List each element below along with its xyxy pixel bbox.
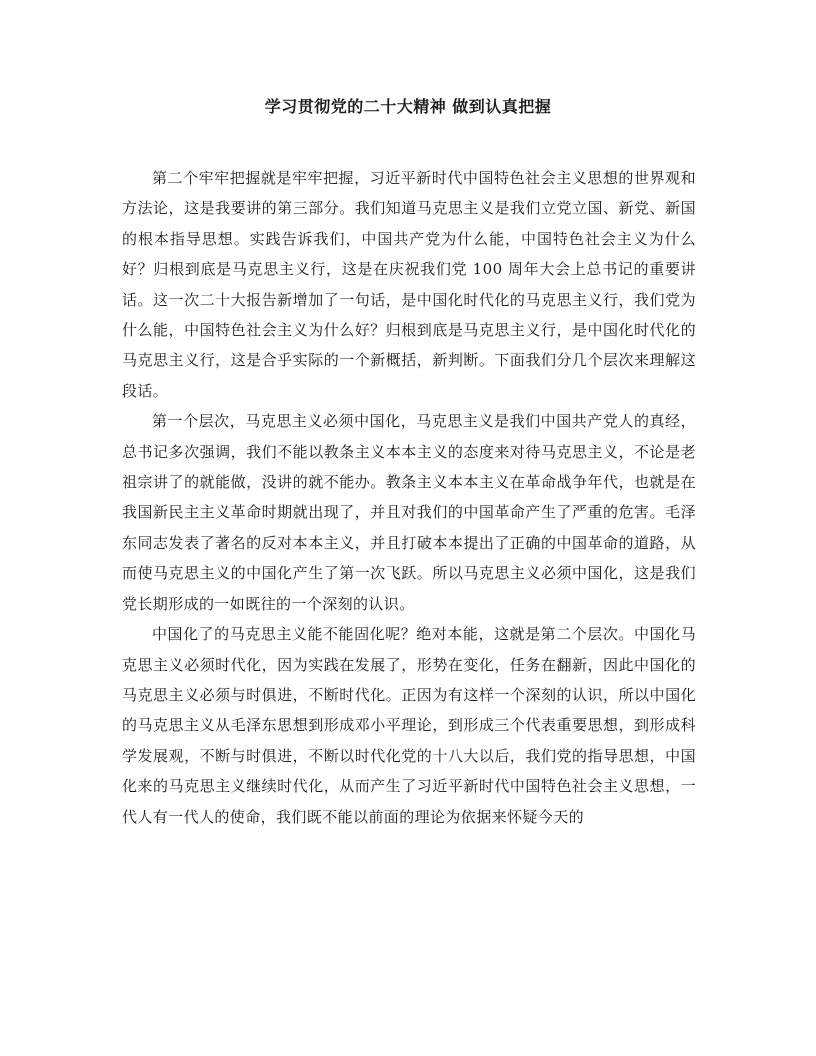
- paragraph-2: 第一个层次，马克思主义必须中国化，马克思主义是我们中国共产党人的真经，总书记多次强调，我们不能以教条主义本本主义的态度来对待马克思主义，不论是老祖宗讲了的就能做，没讲的就不能办。教条主义本本主义在革命战争年代，也就是在我国新民主主义革命时期就出现了，并且对我们的中国革命产生了严重的危害。毛泽东同志发表了著名的反对本本主义，并且打破本本提出了正确的中国革命的道路，从而使马克思主义的中国化产生了第一次飞跃。所以马克思主义必须中国化，这是我们党长期形成的一如既往的一个深刻的认识。: [122, 412, 696, 613]
- document-title: 学习贯彻党的二十大精神 做到认真把握: [264, 97, 552, 116]
- document-body: [122, 163, 696, 832]
- paragraph-3: 中国化了的马克思主义能不能固化呢？绝对本能，这就是第二个层次。中国化马克思主义必须时代化，因为实践在发展了，形势在变化，任务在翻新，因此中国化的马克思主义必须与时俱进，不断时代化。正因为有这样一个深刻的认识，所以中国化的马克思主义从毛泽东思想到形成邓小平理论，到形成三个代表重要思想，到形成科学发展观，不断与时俱进，不断以时代化党的十八大以后，我们党的指导思想，中国化来的马克思主义继续时代化，从而产生了习近平新时代中国特色社会主义思想，一代人有一代人的使命，我们既不能以前面的理论为依据来怀疑今天的: [122, 625, 696, 826]
- paragraph-1: 第二个牢牢把握就是牢牢把握，习近平新时代中国特色社会主义思想的世界观和方法论，这是我要讲的第三部分。我们知道马克思主义是我们立党立国、新党、新国的根本指导思想。实践告诉我们，中国共产党为什么能，中国特色社会主义为什么好？归根到底是马克思主义行，这是在庆祝我们党 100 周年大会上总书记的重要讲话。这一次二十大报告新增加了一句话，是中国化时代化的马克思主义行，我们党为什么能，中国特色社会主义为什么好？归根到底是马克思主义行，是中国化时代化的马克思主义行，这是合乎实际的一个新概括，新判断。下面我们分几个层次来理解这段话。: [122, 169, 696, 400]
